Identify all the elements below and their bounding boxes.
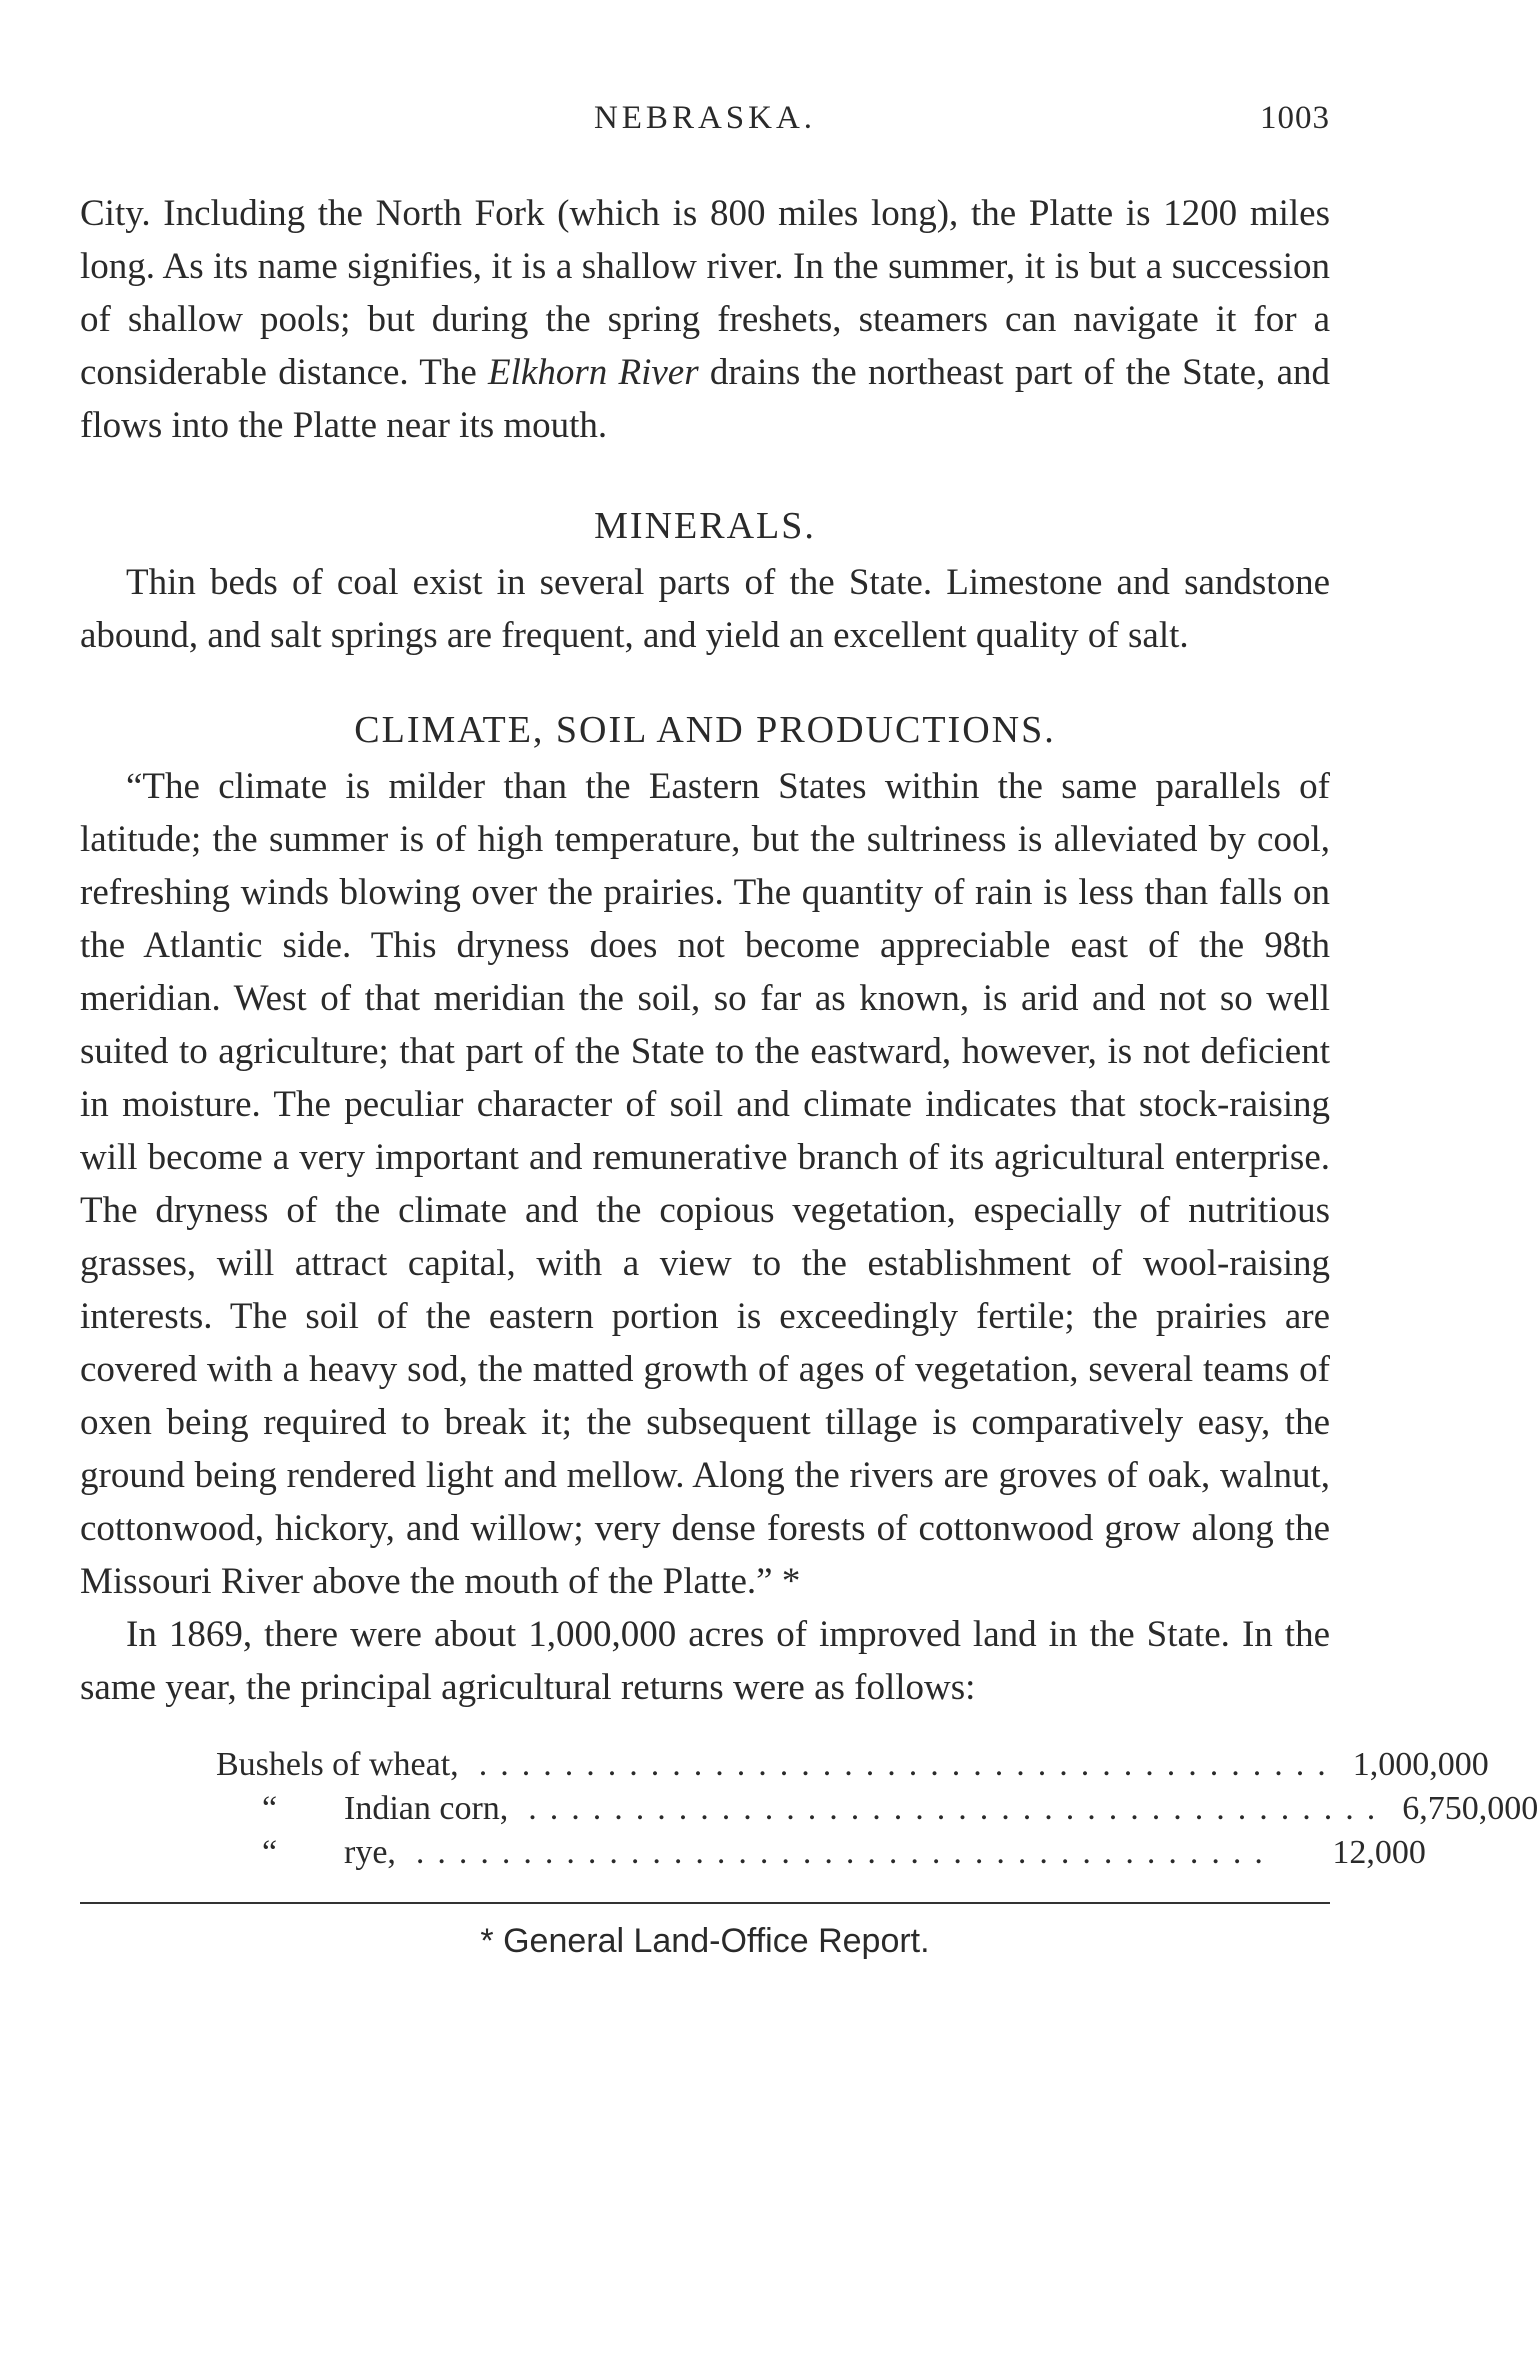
climate-heading: CLIMATE, SOIL AND PRODUCTIONS. xyxy=(354,709,1056,751)
dot-leader: ........................................ xyxy=(415,1834,1276,1871)
page-title: NEBRASKA. xyxy=(593,100,817,136)
agricultural-returns-table xyxy=(216,1746,1538,1878)
returns-row-wheat xyxy=(216,1746,1489,1790)
returns-label: rye, xyxy=(344,1834,396,1871)
ditto-mark: “ xyxy=(262,1834,278,1871)
ditto-mark: “ xyxy=(262,1790,278,1827)
rivers-text-1: City. Including the North Fork (which is 800 miles long), the Platte is 1200 miles long. As its name signifies, it is a shallow river. In the summer, it is but a succession of shallow pools; but during the spring freshets, steamers can navigate it for a considerable distance. The xyxy=(80,193,1330,393)
returns-label: Indian corn, xyxy=(344,1790,509,1827)
returns-label: Bushels of wheat, xyxy=(216,1746,459,1783)
returns-row-indian-corn xyxy=(216,1790,1538,1834)
returns-value: 6,750,000 xyxy=(1402,1790,1538,1827)
elkhorn-river-name: Elkhorn River xyxy=(488,352,699,393)
climate-quote-paragraph: “The climate is milder than the Eastern States within the same parallels of latitude; the summer is of high temperature, but the sultriness is alleviated by cool, refreshing winds blowing over the prairies. The quantity of rain is less than falls on the Atlantic side. This dryness does not become appreciable east of the 98th meridian. West of that meridian the soil, so far as known, is arid and not so well suited to agriculture; that part of the State to the eastward, however, is not deficient in moisture. The peculiar character of soil and climate indicates that stock-raising will become a very important and remunerative branch of its agricultural enterprise. The dryness of the climate and the copious vegetation, especially of nutritious grasses, will attract capital, with a view to the establishment of wool-raising interests. The soil of the eastern portion is exceedingly fertile; the prairies are covered with a heavy sod, the matted growth of ages of vegetation, several teams of oxen being required to break it; the subsequent tillage is comparatively easy, the ground being rendered light and mellow. Along the rivers are groves of oak, walnut, cottonwood, hickory, and willow; very dense forests of cottonwood grow along the Missouri River above the mouth of the Platte.” * xyxy=(80,766,1330,1602)
book-page xyxy=(80,100,1538,1961)
returns-row-rye xyxy=(216,1834,1426,1878)
dot-leader: ........................................ xyxy=(528,1790,1389,1827)
running-head xyxy=(80,100,1330,150)
footnote: * General Land-Office Report. xyxy=(480,1922,930,1960)
rivers-paragraph xyxy=(80,187,1330,452)
returns-value: 1,000,000 xyxy=(1352,1746,1489,1783)
page-number: 1003 xyxy=(1260,100,1330,136)
minerals-heading: MINERALS. xyxy=(594,505,816,547)
returns-intro-paragraph: In 1869, there were about 1,000,000 acres of improved land in the State. In the same year, the principal agricultural returns were as follows: xyxy=(80,1614,1330,1708)
dot-leader: ........................................ xyxy=(478,1746,1339,1783)
rivers-text-2: drains the northeast part of the State, and flows into the Platte near its mouth. xyxy=(80,352,1330,446)
footnote-divider xyxy=(80,1902,1330,1904)
minerals-paragraph: Thin beds of coal exist in several parts of the State. Limestone and sandstone abound, and salt springs are frequent, and yield an excellent quality of salt. xyxy=(80,562,1330,656)
returns-value: 12,000 xyxy=(1332,1834,1426,1871)
